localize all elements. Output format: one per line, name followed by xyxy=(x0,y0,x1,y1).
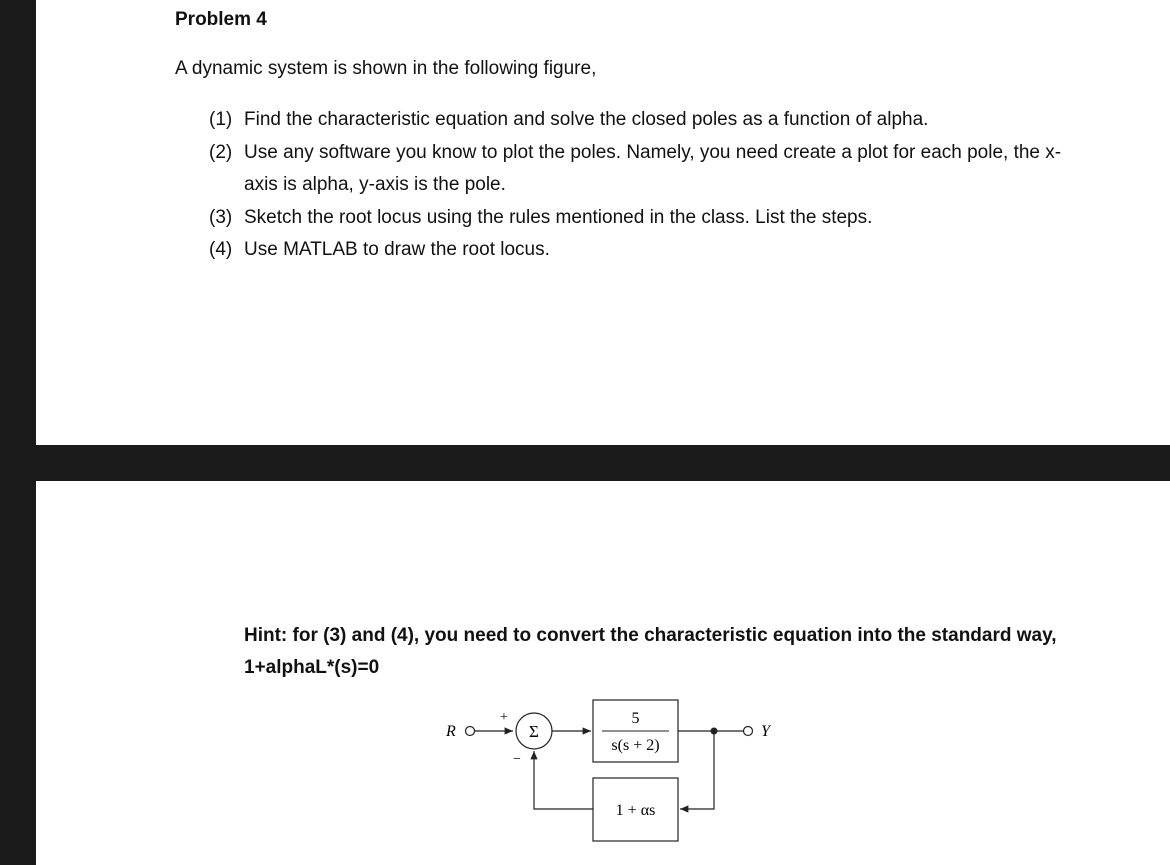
feedback-path-out xyxy=(534,751,593,809)
hint-text: Hint: for (3) and (4), you need to convert the characteristic equation into the standard way, 1+alphaL*(s)=0 xyxy=(244,625,1057,678)
block-diagram xyxy=(430,695,810,855)
problem-intro: A dynamic system is shown in the following figure, xyxy=(175,58,597,79)
question-text: Find the characteristic equation and solve the closed poles as a function of alpha. xyxy=(244,109,929,130)
forward-numerator: 5 xyxy=(631,710,640,727)
question-text: Use MATLAB to draw the root locus. xyxy=(244,239,550,260)
input-terminal xyxy=(466,727,475,736)
question-list xyxy=(209,104,1089,267)
problem-title: Problem 4 xyxy=(175,9,267,30)
plus-sign: + xyxy=(500,710,508,725)
question-item-3 xyxy=(209,202,1089,235)
question-item-4 xyxy=(209,234,1089,267)
minus-sign: − xyxy=(513,752,521,767)
question-number: (4) xyxy=(209,239,233,260)
question-item-2 xyxy=(209,137,1089,202)
question-number: (3) xyxy=(209,206,233,228)
question-text: Sketch the root locus using the rules mentioned in the class. List the steps. xyxy=(244,206,873,228)
input-label-r: R xyxy=(446,723,456,740)
page-separator-bar xyxy=(36,445,1170,481)
output-label-y: Y xyxy=(761,723,770,740)
question-number: (1) xyxy=(209,109,233,130)
output-terminal xyxy=(744,727,753,736)
question-text: Use any software you know to plot the poles. Namely, you need create a plot for each pole, the x-axis is alpha, y-axis is the pole. xyxy=(244,141,1062,195)
left-dark-margin xyxy=(0,0,36,865)
feedback-expression: 1 + αs xyxy=(615,802,656,819)
summation-symbol: Σ xyxy=(529,722,539,741)
forward-denominator: s(s + 2) xyxy=(611,737,660,754)
feedback-path-in xyxy=(680,731,714,809)
question-number: (2) xyxy=(209,141,233,163)
question-item-1 xyxy=(209,104,1089,137)
